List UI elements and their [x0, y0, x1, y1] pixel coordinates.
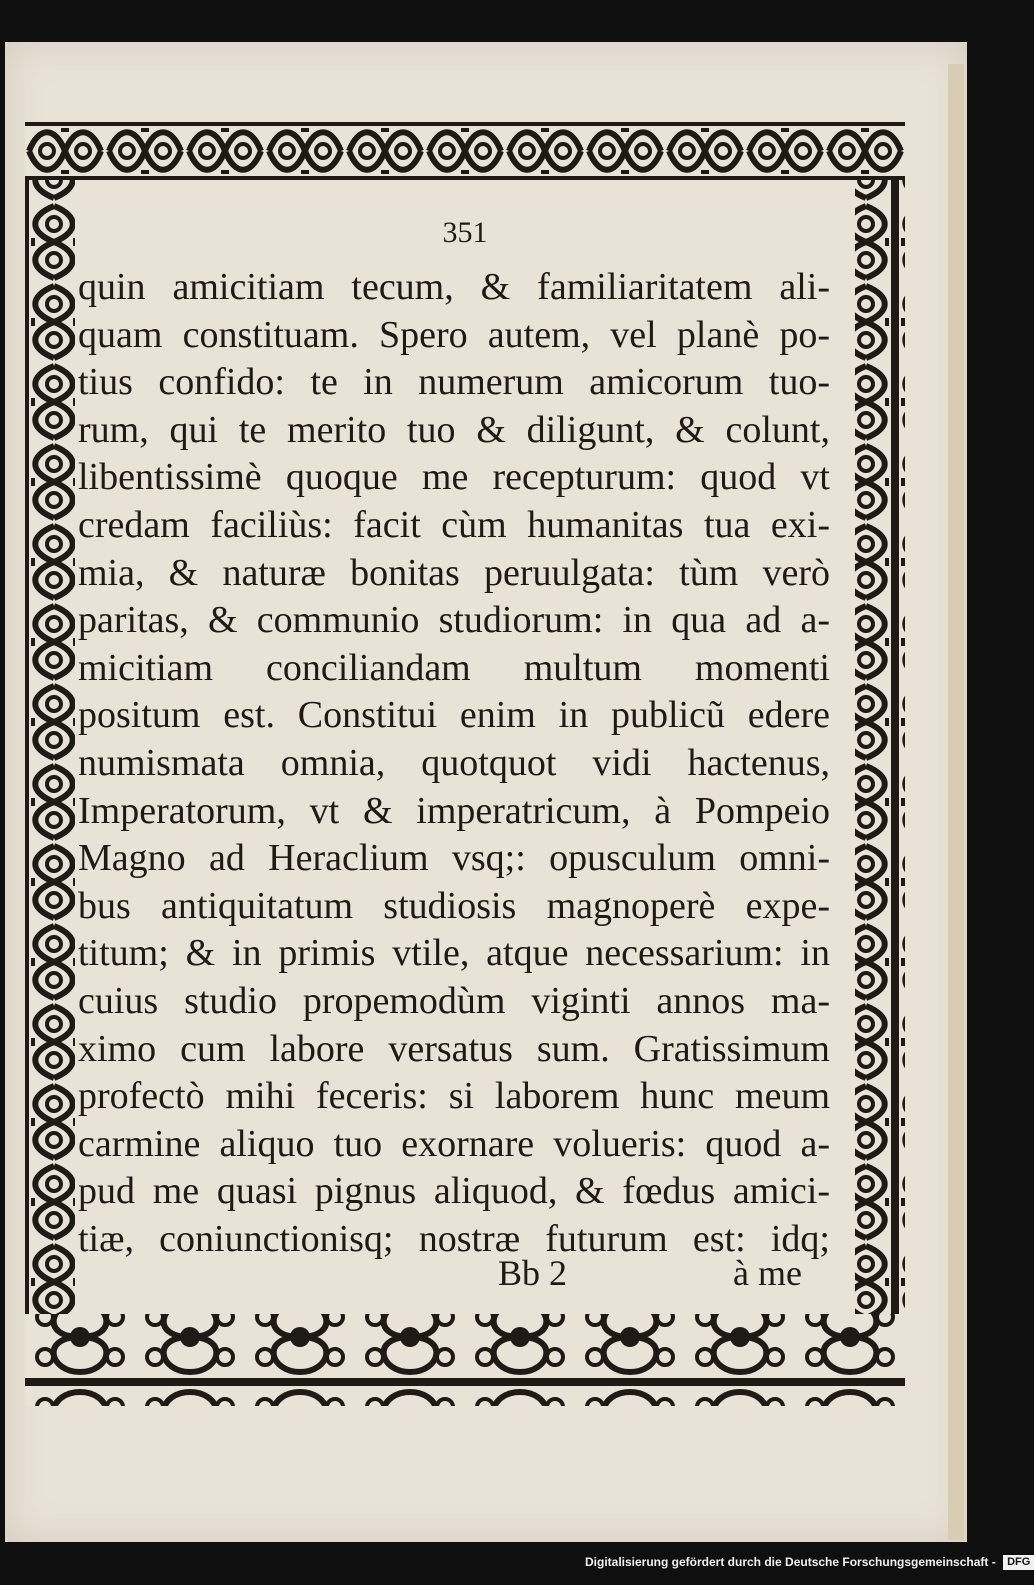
book-page	[5, 42, 967, 1542]
text-line: ximo cum labore versatus sum. Gratissimum	[78, 1027, 830, 1070]
text-line: rum, qui te merito tuo & diligunt, & colunt,	[78, 408, 830, 451]
text-line: carmine aliquo tuo exornare volueris: quod a-	[78, 1122, 830, 1165]
dfg-logo: DFG	[1003, 1555, 1034, 1570]
body-text	[78, 264, 830, 1263]
text-line: positum est. Constitui enim in publicũ edere	[78, 694, 830, 737]
catchword: à me	[733, 1253, 802, 1293]
text-line: profectò mihi feceris: si laborem hunc meum	[78, 1075, 830, 1118]
text-line: credam faciliùs: facit cùm humanitas tua exi-	[78, 503, 830, 546]
text-line: paritas, & communio studiorum: in qua ad a-	[78, 599, 830, 642]
text-line: titum; & in primis vtile, atque necessarium: in	[78, 932, 830, 975]
text-line: tiæ, coniunctionisq; nostræ futurum est: idq;	[78, 1217, 830, 1260]
signature-mark: Bb 2	[498, 1253, 568, 1293]
text-line: bus antiquitatum studiosis magnoperè expe-	[78, 884, 830, 927]
text-line: quam constituam. Spero autem, vel planè po-	[78, 313, 830, 356]
text-line: Imperatorum, vt & imperatricum, à Pompeio	[78, 789, 830, 832]
text-line: mia, & naturæ bonitas peruulgata: tùm verò	[78, 551, 830, 594]
page-number: 351	[442, 216, 488, 249]
text-line: tius confido: te in numerum amicorum tuo-	[78, 361, 830, 404]
text-line: cuius studio propemodùm viginti annos ma-	[78, 979, 830, 1022]
text-line: numismata omnia, quotquot vidi hactenus,	[78, 741, 830, 784]
text-line: libentissimè quoque me recepturum: quod vt	[78, 456, 830, 499]
text-line: quin amicitiam tecum, & familiaritatem ali-	[78, 266, 830, 308]
text-line: Magno ad Heraclium vsq;: opusculum omni-	[78, 837, 830, 880]
text-line: micitiam conciliandam multum momenti	[78, 646, 830, 689]
text-line: pud me quasi pignus aliquod, & fœdus amici-	[78, 1170, 830, 1213]
digitization-credit	[585, 1552, 1031, 1572]
credit-text: Digitalisierung gefördert durch die Deutsche Forschungsgemeinschaft -	[585, 1555, 996, 1569]
page-edge	[948, 64, 964, 1540]
